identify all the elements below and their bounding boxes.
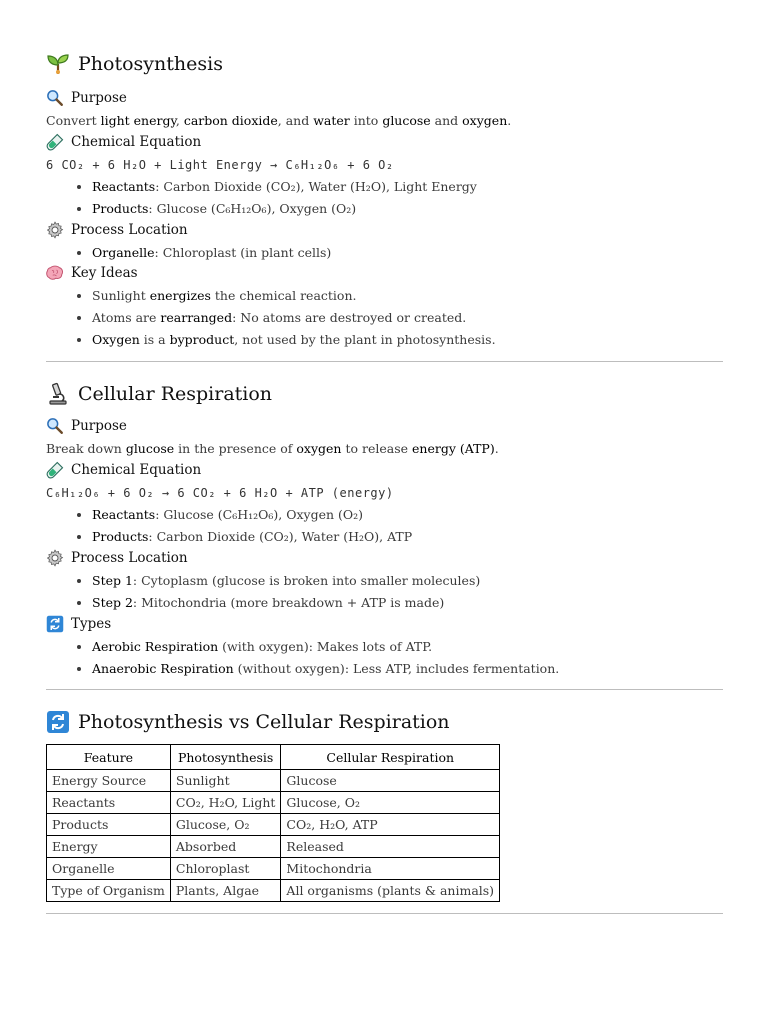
text-run: to release — [341, 441, 412, 456]
table-cell: Glucose, O₂ — [170, 814, 281, 836]
table-row — [47, 836, 500, 858]
table-row — [47, 880, 500, 902]
key-term: energy (ATP) — [412, 441, 495, 456]
equation-heading: Chemical Equation — [46, 133, 201, 151]
item-text: : Cytoplasm (glucose is broken into smaller molecules) — [132, 573, 481, 588]
text-run: and — [430, 113, 463, 128]
location-heading: Process Location — [46, 221, 188, 239]
brain-icon — [46, 264, 64, 282]
text-run: . — [494, 441, 499, 456]
item-text: : Mitochondria (more breakdown + ATP is made) — [132, 595, 445, 610]
purpose-heading: Purpose — [46, 89, 127, 107]
key-term: byproduct — [169, 332, 235, 347]
text-run: Atoms are — [92, 310, 161, 325]
photosynthesis-equation: 6 CO₂ + 6 H₂O + Light Energy → C₆H₁₂O₆ + 6 O₂ — [46, 158, 394, 172]
table-cell: Energy — [47, 836, 171, 858]
item-text: : Glucose (C₆H₁₂O₆), Oxygen (O₂) — [155, 507, 364, 522]
key-term: glucose — [125, 441, 175, 456]
item-text: : Carbon Dioxide (CO₂), Water (H₂O), Light Energy — [155, 179, 477, 194]
cycle-arrows-icon — [46, 710, 70, 734]
list-item — [92, 198, 477, 220]
text-run: in the presence of — [174, 441, 297, 456]
photosynthesis-heading — [46, 52, 223, 76]
table-cell: Glucose — [281, 770, 500, 792]
list-item — [92, 285, 496, 307]
section-title: Photosynthesis — [78, 53, 223, 75]
respiration-equation: C₆H₁₂O₆ + 6 O₂ → 6 CO₂ + 6 H₂O + ATP (energy) — [46, 486, 394, 500]
text-run: : No atoms are destroyed or created. — [232, 310, 467, 325]
text-run: is a — [139, 332, 170, 347]
item-text: (without oxygen): Less ATP, includes fermentation. — [233, 661, 560, 676]
list-item — [92, 636, 559, 658]
section-divider — [46, 361, 723, 362]
list-item — [92, 570, 480, 592]
comparison-heading — [46, 710, 450, 734]
table-cell: CO₂, H₂O, Light — [170, 792, 281, 814]
magnifying-glass-icon — [46, 89, 64, 107]
cycle-arrows-icon — [46, 615, 64, 633]
list-item — [92, 504, 412, 526]
respiration-heading — [46, 382, 272, 406]
respiration-equation-list — [46, 504, 412, 548]
test-tube-icon — [46, 133, 64, 151]
list-item — [92, 176, 477, 198]
types-list — [46, 636, 559, 680]
text-run: into — [349, 113, 383, 128]
location-heading: Process Location — [46, 549, 188, 567]
gear-icon — [46, 549, 64, 567]
respiration-location-list — [46, 570, 480, 614]
key-term: glucose — [382, 113, 431, 128]
table-cell: Organelle — [47, 858, 171, 880]
key-term: Step 2 — [92, 595, 133, 610]
section-title: Cellular Respiration — [78, 383, 273, 405]
section-divider — [46, 689, 723, 690]
list-item — [92, 526, 412, 548]
seedling-icon — [46, 52, 70, 76]
table-header-row — [47, 745, 500, 770]
photosynthesis-location-list — [46, 242, 331, 264]
column-header: Cellular Respiration — [281, 745, 500, 770]
list-item — [92, 307, 496, 329]
table-cell: Products — [47, 814, 171, 836]
table-cell: Released — [281, 836, 500, 858]
key-term: Oxygen — [92, 332, 140, 347]
key-term: oxygen — [296, 441, 342, 456]
text-run: , and — [277, 113, 314, 128]
table-cell: Plants, Algae — [170, 880, 281, 902]
column-header: Photosynthesis — [170, 745, 281, 770]
text-run: , not used by the plant in photosynthesis. — [234, 332, 496, 347]
key-term: Anaerobic Respiration — [92, 661, 234, 676]
comparison-table — [46, 744, 500, 902]
table-row — [47, 858, 500, 880]
key-term: oxygen — [462, 113, 508, 128]
list-item — [92, 592, 480, 614]
section-divider — [46, 913, 723, 914]
key-term: Reactants — [92, 507, 156, 522]
text-run: Convert — [46, 113, 101, 128]
item-text: : Chloroplast (in plant cells) — [154, 245, 332, 260]
table-row — [47, 770, 500, 792]
list-item — [92, 242, 331, 264]
table-cell: Absorbed — [170, 836, 281, 858]
list-item — [92, 658, 559, 680]
key-term: water — [313, 113, 350, 128]
table-cell: Reactants — [47, 792, 171, 814]
table-cell: Mitochondria — [281, 858, 500, 880]
table-row — [47, 814, 500, 836]
table-row — [47, 792, 500, 814]
table-cell: Sunlight — [170, 770, 281, 792]
table-cell: Type of Organism — [47, 880, 171, 902]
text-run: Sunlight — [92, 288, 150, 303]
key-term: Organelle — [92, 245, 155, 260]
respiration-purpose-text — [46, 438, 499, 460]
key-term: Reactants — [92, 179, 156, 194]
item-text: : Glucose (C₆H₁₂O₆), Oxygen (O₂) — [148, 201, 357, 216]
photosynthesis-equation-list — [46, 176, 477, 220]
item-text: (with oxygen): Makes lots of ATP. — [218, 639, 433, 654]
key-term: Step 1 — [92, 573, 133, 588]
text-run: . — [507, 113, 512, 128]
text-run: Break down — [46, 441, 126, 456]
table-cell: CO₂, H₂O, ATP — [281, 814, 500, 836]
gear-icon — [46, 221, 64, 239]
key-term: Products — [92, 529, 149, 544]
key-term: light energy — [100, 113, 176, 128]
key-term: rearranged — [160, 310, 233, 325]
types-heading: Types — [46, 615, 111, 633]
column-header: Feature — [47, 745, 171, 770]
equation-heading: Chemical Equation — [46, 461, 201, 479]
table-cell: Glucose, O₂ — [281, 792, 500, 814]
key-term: Products — [92, 201, 149, 216]
table-cell: Energy Source — [47, 770, 171, 792]
photosynthesis-purpose-text — [46, 110, 511, 132]
purpose-heading: Purpose — [46, 417, 127, 435]
test-tube-icon — [46, 461, 64, 479]
item-text: : Carbon Dioxide (CO₂), Water (H₂O), ATP — [148, 529, 413, 544]
text-run: the chemical reaction. — [210, 288, 357, 303]
table-cell: Chloroplast — [170, 858, 281, 880]
key-term: energizes — [149, 288, 211, 303]
key-term: carbon dioxide — [183, 113, 278, 128]
key-ideas-list — [46, 285, 496, 351]
magnifying-glass-icon — [46, 417, 64, 435]
key-ideas-heading: Key Ideas — [46, 264, 138, 282]
text-run: , — [175, 113, 184, 128]
microscope-icon — [46, 382, 70, 406]
table-cell: All organisms (plants & animals) — [281, 880, 500, 902]
section-title: Photosynthesis vs Cellular Respiration — [78, 711, 450, 733]
key-term: Aerobic Respiration — [92, 639, 219, 654]
list-item — [92, 329, 496, 351]
